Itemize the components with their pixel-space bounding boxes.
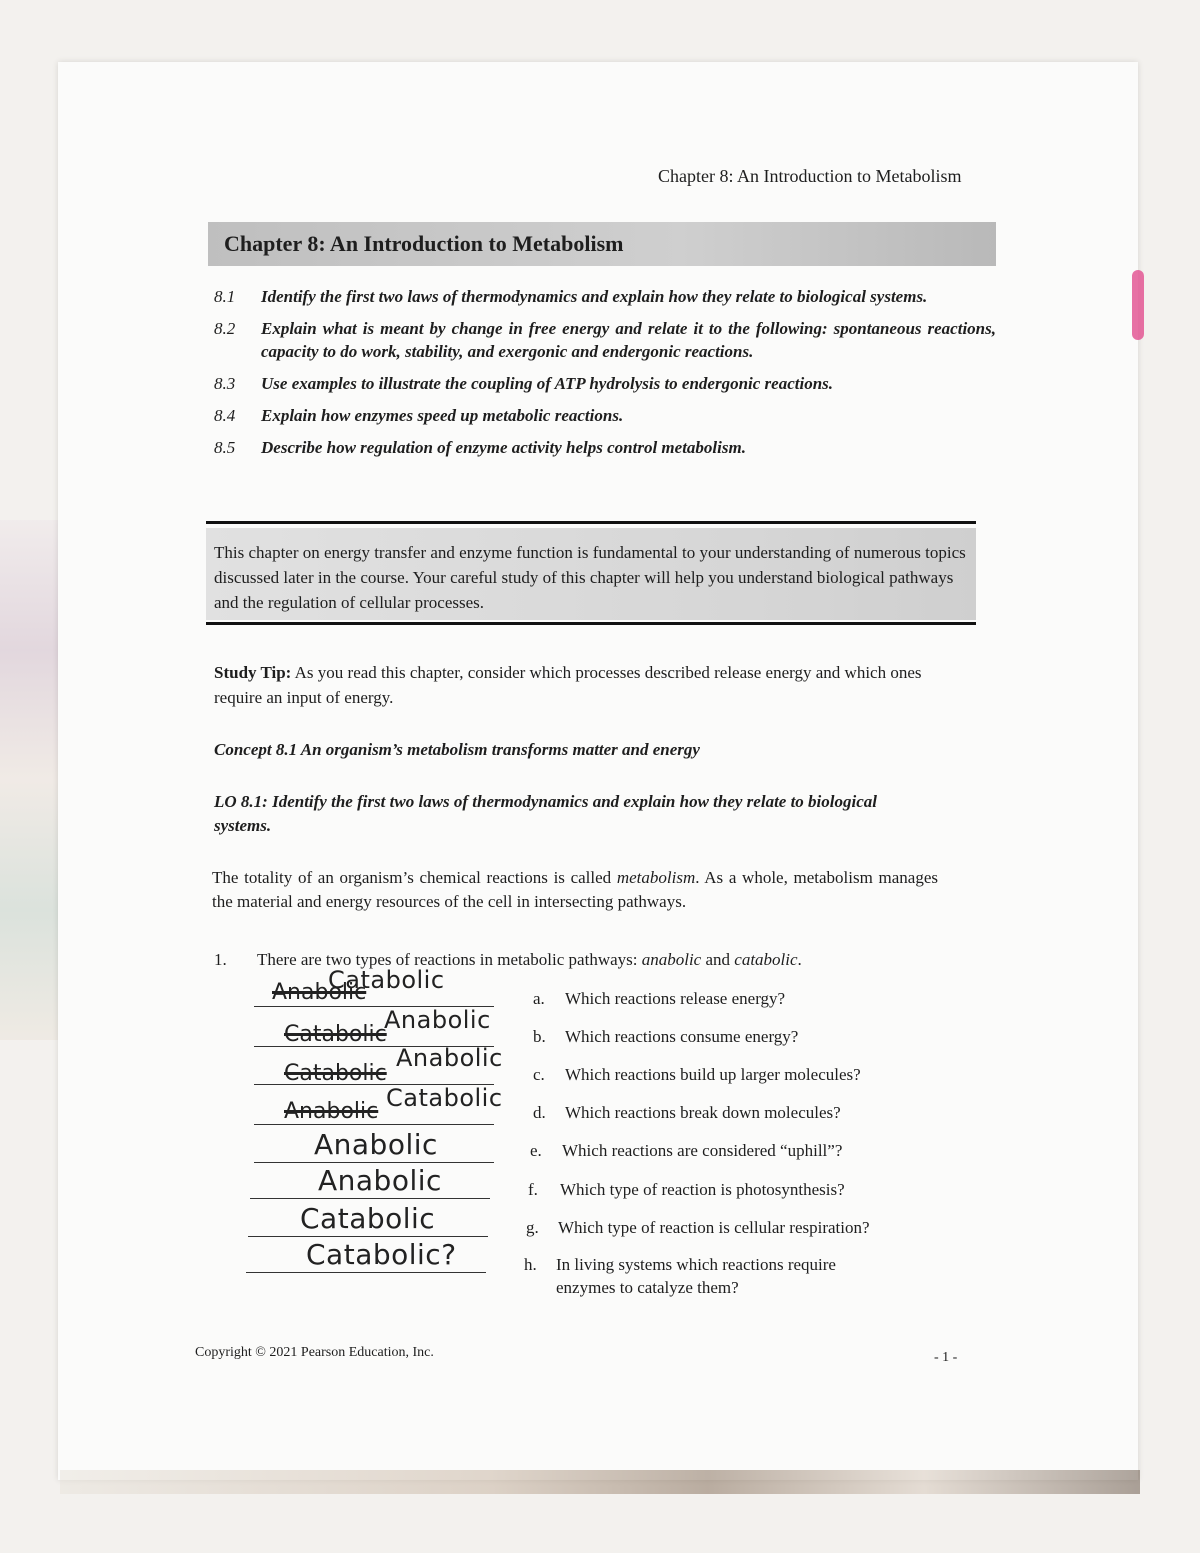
concept-heading: Concept 8.1 An organism’s metabolism transforms matter and energy [214,740,700,759]
subquestion-letter: g. [526,1218,539,1237]
subquestion-letter: b. [533,1027,546,1046]
objective-number: 8.5 [214,438,236,457]
question-text-part: There are two types of reactions in metabolic pathways: [257,950,642,969]
objective-item [214,436,996,459]
subquestion-f [528,1180,845,1200]
intro-rule-bottom [206,622,976,625]
subquestion-letter: a. [533,989,545,1008]
subquestion-text: Which reactions are considered “uphill”? [562,1141,843,1160]
objective-item [214,372,996,395]
chapter-title: Chapter 8: An Introduction to Metabolism [224,231,624,256]
subquestion-b [533,1027,798,1047]
intro-rule-top [206,521,976,524]
handwritten-answer: Catabolic [386,1084,503,1112]
paragraph-text: The totality of an organism’s chemical reactions is called [212,868,617,887]
handwritten-answer: Catabolic [300,1202,436,1235]
objective-number: 8.3 [214,374,236,393]
highlighter-mark [1132,270,1144,340]
answer-line[interactable] [254,1162,494,1163]
background-edge-bottom [60,1470,1140,1494]
question-text-part: . [797,950,802,969]
study-tip-label: Study Tip: [214,663,292,682]
subquestion-e [530,1141,842,1161]
running-header: Chapter 8: An Introduction to Metabolism [658,166,962,186]
subquestion-text: In living systems which reactions require [556,1255,836,1274]
subquestion-text: Which type of reaction is cellular respiration? [558,1218,870,1237]
objective-number: 8.4 [214,406,236,425]
intro-text: This chapter on energy transfer and enzyme function is fundamental to your understanding of numerous topics discussed later in the course. Your careful study of this chapter will help you understand biological pathways and the regulation of cellular processes. [214,543,966,612]
crossed-out-answer: Anabolic [272,980,367,1005]
crossed-out-answer: Anabolic [284,1099,379,1124]
objective-text: Explain what is meant by change in free energy and relate it to the following: spontaneous reactions, capacity to do work, stability, and exergonic and endergonic reactions. [261,319,996,361]
subquestion-letter: f. [528,1180,538,1199]
handwritten-answer: Anabolic [314,1128,438,1161]
intro-box [206,528,976,620]
subquestion-c [533,1065,861,1085]
subquestion-g [526,1218,870,1238]
paragraph-text: . As a whole, metabolism manages the material and energy resources of the cell in intersecting pathways. [212,868,938,911]
question-number: 1. [214,950,227,969]
subquestion-text: Which reactions release energy? [565,989,786,1008]
subquestion-letter: c. [533,1065,545,1084]
subquestion-a [533,989,785,1009]
lo-heading: LO 8.1: Identify the first two laws of thermodynamics and explain how they relate to biological systems. [214,792,877,835]
subquestion-h [524,1255,836,1275]
objective-text: Use examples to illustrate the coupling of ATP hydrolysis to endergonic reactions. [261,374,834,393]
subquestion-letter: d. [533,1103,546,1122]
paragraph-term: metabolism [616,868,696,887]
learning-objectives-list [214,285,996,468]
objective-item [214,317,996,363]
subquestion-h-continued: enzymes to catalyze them? [556,1278,739,1297]
objective-item [214,404,996,427]
objective-text: Explain how enzymes speed up metabolic reactions. [261,406,624,425]
objective-number: 8.2 [214,319,236,338]
handwritten-answer: Catabolic? [306,1238,457,1271]
crossed-out-answer: Catabolic [284,1061,387,1086]
answer-line[interactable] [250,1198,490,1199]
subquestion-letter: h. [524,1255,537,1274]
subquestion-text: Which type of reaction is photosynthesis? [560,1180,845,1199]
answer-line[interactable] [254,1124,494,1125]
background-edge-left [0,520,58,1040]
objective-text: Identify the first two laws of thermodynamics and explain how they relate to biological systems. [261,287,928,306]
answer-line[interactable] [248,1236,488,1237]
handwritten-answer: Catabolic [328,966,445,994]
question-term: catabolic [734,950,798,969]
objective-number: 8.1 [214,287,236,306]
subquestion-text: Which reactions build up larger molecules? [565,1065,861,1084]
crossed-out-answer: Catabolic [284,1022,387,1047]
metabolism-paragraph [212,866,938,914]
subquestion-text: Which reactions consume energy? [565,1027,799,1046]
study-tip-text: As you read this chapter, consider which processes described release energy and which ones require an input of energy. [214,663,922,707]
subquestion-d [533,1103,841,1123]
handwritten-answer: Anabolic [318,1164,442,1197]
answer-line[interactable] [246,1272,486,1273]
objective-text: Describe how regulation of enzyme activity helps control metabolism. [261,438,746,457]
study-tip [214,660,946,710]
subquestion-text: Which reactions break down molecules? [565,1103,841,1122]
handwritten-answer: Anabolic [384,1006,491,1034]
objective-item [214,285,996,308]
page-number: - 1 - [934,1350,958,1365]
handwritten-answer: Anabolic [396,1044,503,1072]
subquestion-letter: e. [530,1141,542,1160]
question-term: anabolic [641,950,702,969]
chapter-banner [208,222,996,266]
question-text-part: and [701,950,735,969]
copyright-footer: Copyright © 2021 Pearson Education, Inc. [195,1345,434,1360]
